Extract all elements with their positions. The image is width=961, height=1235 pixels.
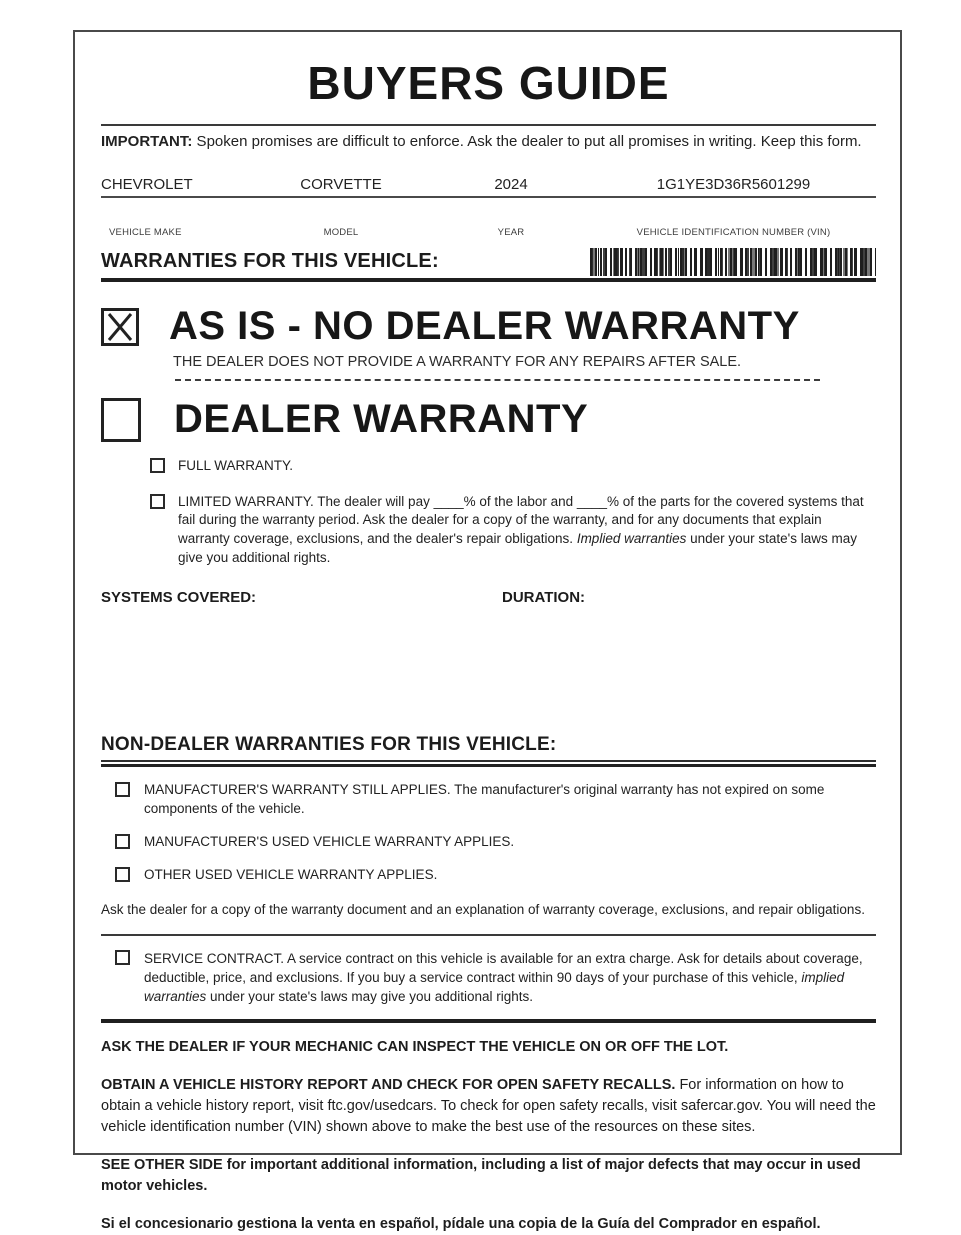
manufacturer-used-warranty-checkbox[interactable] xyxy=(115,834,130,849)
warranties-header: WARRANTIES FOR THIS VEHICLE: xyxy=(101,250,439,272)
limited-warranty-text-italic: Implied warranties xyxy=(576,530,687,546)
service-contract-text-italic: implied warranties xyxy=(144,969,845,1004)
x-mark-icon xyxy=(105,312,135,342)
systems-covered-label: SYSTEMS COVERED: xyxy=(101,589,257,607)
limited-warranty-text-post: under your state's laws may give you additional rights. xyxy=(178,530,858,565)
manufacturer-used-warranty-text: MANUFACTURER'S USED VEHICLE WARRANTY APPLIES. xyxy=(144,833,515,849)
other-used-warranty-item xyxy=(115,866,876,885)
service-contract-text-pre: SERVICE CONTRACT. A service contract on this vehicle is available for an extra charge. Ask for details about coverage, deductible, price, and exclusions. If you buy a service contract within 90 days of your purchase of this vehicle, xyxy=(144,950,863,985)
divider xyxy=(101,764,876,767)
vehicle-vin-value: 1G1YE3D36R5601299 xyxy=(656,176,811,193)
service-contract-item xyxy=(115,949,876,1006)
buyers-guide-form xyxy=(73,30,902,1233)
dealer-warranty-checkbox[interactable] xyxy=(101,398,141,442)
other-used-warranty-checkbox[interactable] xyxy=(115,867,130,882)
as-is-section xyxy=(101,304,876,349)
dealer-warranty-title: DEALER WARRANTY xyxy=(174,397,589,441)
full-warranty-label: FULL WARRANTY. xyxy=(178,458,294,473)
full-warranty-item xyxy=(150,457,876,476)
full-warranty-checkbox[interactable] xyxy=(150,458,165,473)
manufacturer-warranty-text: MANUFACTURER'S WARRANTY STILL APPLIES. The manufacturer's original warranty has not expired on some components of the vehicle. xyxy=(144,782,825,817)
vehicle-make-value: CHEVROLET xyxy=(101,176,193,193)
manufacturer-warranty-checkbox[interactable] xyxy=(115,782,130,797)
vehicle-vin-label: VEHICLE IDENTIFICATION NUMBER (VIN) xyxy=(636,227,831,238)
warranties-header-row xyxy=(101,248,876,282)
vehicle-history-note xyxy=(101,1075,876,1138)
blank-fill-in-area xyxy=(101,606,876,734)
vehicle-values-row xyxy=(101,176,876,198)
manufacturer-warranty-item xyxy=(115,781,876,819)
manufacturer-used-warranty-item xyxy=(115,833,876,852)
dealer-warranty-section xyxy=(101,397,876,442)
vehicle-model-value: CORVETTE xyxy=(300,176,382,193)
warranty-document-note: Ask the dealer for a copy of the warranty document and an explanation of warranty coverage, exclusions, and repair obligations. xyxy=(101,901,865,917)
as-is-subtitle: THE DEALER DOES NOT PROVIDE A WARRANTY FOR ANY REPAIRS AFTER SALE. xyxy=(173,354,742,370)
vehicle-make-label: VEHICLE MAKE xyxy=(109,227,182,238)
as-is-checkbox[interactable] xyxy=(101,308,139,346)
as-is-title: AS IS - NO DEALER WARRANTY xyxy=(169,304,800,348)
see-other-side-note: SEE OTHER SIDE for important additional information, including a list of major defects that may occur in used motor vehicles. xyxy=(101,1157,861,1195)
important-note xyxy=(101,133,876,150)
service-contract-checkbox[interactable] xyxy=(115,950,130,965)
non-dealer-header: NON-DEALER WARRANTIES FOR THIS VEHICLE: xyxy=(101,734,876,762)
vin-barcode xyxy=(590,248,876,276)
divider xyxy=(101,124,876,126)
vehicle-year-label: YEAR xyxy=(497,227,525,238)
important-text: Spoken promises are difficult to enforce. Ask the dealer to put all promises in writing. Keep this form. xyxy=(192,133,862,150)
service-contract-text xyxy=(144,949,876,1006)
divider xyxy=(101,1019,876,1023)
spanish-note: Si el concesionario gestiona la venta en español, pídale una copia de la Guía del Comprador en español. xyxy=(101,1216,821,1233)
other-used-warranty-text: OTHER USED VEHICLE WARRANTY APPLIES. xyxy=(144,866,438,882)
limited-warranty-item xyxy=(150,493,876,568)
duration-label: DURATION: xyxy=(502,589,586,607)
vehicle-labels-row xyxy=(101,224,876,238)
limited-warranty-text xyxy=(178,493,876,568)
mechanic-inspect-note: ASK THE DEALER IF YOUR MECHANIC CAN INSPECT THE VEHICLE ON OR OFF THE LOT. xyxy=(101,1039,729,1056)
limited-warranty-checkbox[interactable] xyxy=(150,494,165,509)
page-title: BUYERS GUIDE xyxy=(307,57,670,109)
vehicle-model-label: MODEL xyxy=(323,227,359,238)
limited-warranty-text-pre: LIMITED WARRANTY. The dealer will pay ____% of the labor and ____% of the parts for the covered systems that fail during the warranty period. Ask the dealer for a copy of the warranty, and for any documents that explain warranty coverage, exclusions, and the dealer's repair obligations. xyxy=(178,493,864,546)
dashed-divider xyxy=(175,379,820,381)
divider xyxy=(101,934,876,936)
vehicle-history-note-bold: OBTAIN A VEHICLE HISTORY REPORT AND CHECK FOR OPEN SAFETY RECALLS. xyxy=(101,1077,676,1094)
vehicle-year-value: 2024 xyxy=(494,176,528,193)
important-label: IMPORTANT: xyxy=(101,133,193,150)
vehicle-history-note-rest: For information on how to obtain a vehicle history report, visit ftc.gov/usedcars. To check for open safety recalls, visit safercar.gov. You will need the vehicle identification number (VIN) shown above to make the best use of the resources on these sites. xyxy=(101,1077,876,1136)
systems-duration-row xyxy=(101,589,876,606)
service-contract-text-post: under your state's laws may give you additional rights. xyxy=(206,988,534,1004)
